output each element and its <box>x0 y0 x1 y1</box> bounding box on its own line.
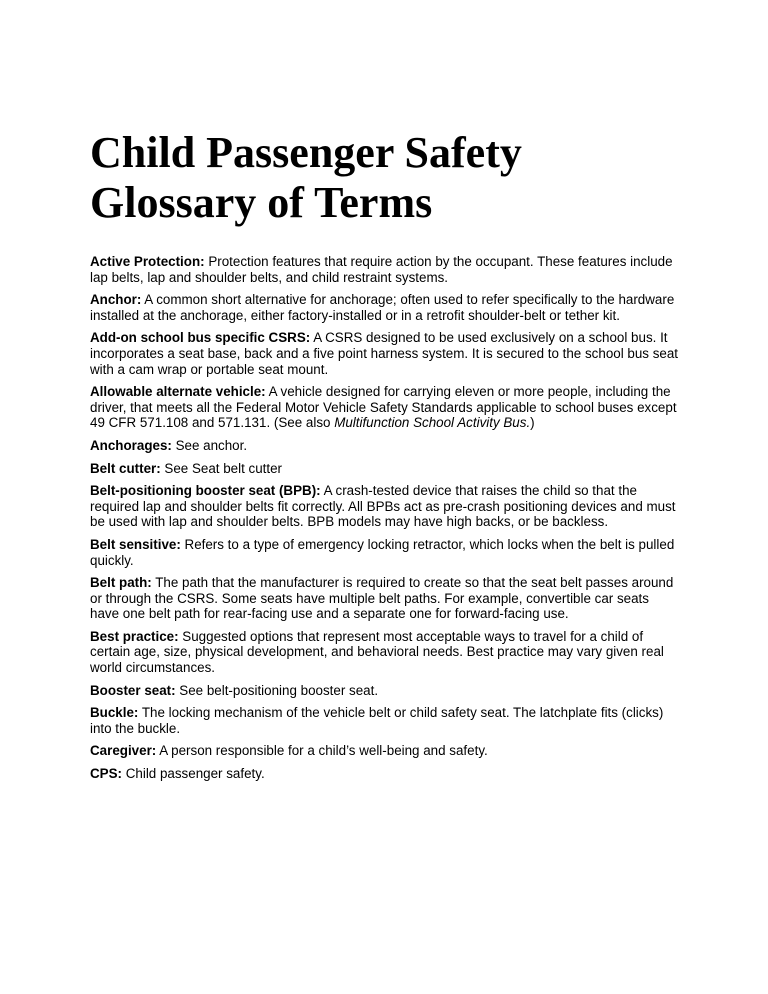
glossary-definition: See Seat belt cutter <box>160 460 283 476</box>
glossary-entry-belt-cutter <box>90 461 680 477</box>
glossary-term: CPS: <box>90 766 122 782</box>
glossary-list <box>90 254 680 782</box>
glossary-term: Booster seat: <box>90 682 176 698</box>
glossary-entry-add-on-school-bus-csrs <box>90 330 680 377</box>
glossary-definition: A person responsible for a child’s well-being and safety. <box>156 743 488 759</box>
glossary-entry-booster-seat <box>90 683 680 699</box>
glossary-definition: A common short alternative for anchorage; often used to refer specifically to the hardware installed at the anchorage, either factory-installed or in a retrofit shoulder-belt or tether kit. <box>90 292 675 323</box>
glossary-term: Belt cutter: <box>90 460 161 476</box>
title-line-2: Glossary of Terms <box>90 178 433 227</box>
glossary-definition: Child passenger safety. <box>122 766 265 782</box>
glossary-definition: Protection features that require action by the occupant. These features include lap belts, lap and shoulder belts, and child restraint systems. <box>90 254 673 285</box>
document-page <box>90 128 680 789</box>
glossary-definition: Refers to a type of emergency locking retractor, which locks when the belt is pulled quickly. <box>90 536 675 568</box>
glossary-entry-belt-sensitive <box>90 537 680 568</box>
glossary-entry-belt-path <box>90 575 680 622</box>
title-line-1: Child Passenger Safety <box>90 128 522 177</box>
page-title <box>90 128 680 228</box>
glossary-definition: See anchor. <box>171 437 248 453</box>
glossary-entry-allowable-alternate-vehicle <box>90 384 680 431</box>
glossary-entry-active-protection <box>90 254 680 285</box>
glossary-term: Anchor: <box>90 292 142 308</box>
glossary-entry-anchor <box>90 292 680 323</box>
glossary-definition: See belt-positioning booster seat. <box>175 682 379 698</box>
glossary-definition: A crash-tested device that raises the child so that the required lap and shoulder belts fit correctly. All BPBs act as pre-crash positioning devices and must be used with lap and shoulder belts. BPB models may have high backs, or be backless. <box>90 483 676 530</box>
glossary-term: Belt path: <box>90 575 152 591</box>
glossary-term: Belt-positioning booster seat (BPB): <box>90 483 321 499</box>
glossary-definition: A CSRS designed to be used exclusively on a school bus. It incorporates a seat base, back and a five point harness system. It is secured to the school bus seat with a cam wrap or portable seat mount. <box>90 330 679 377</box>
glossary-definition: Suggested options that represent most acceptable ways to travel for a child of certain age, size, physical development, and behavioral needs. Best practice may vary given real world circumstances. <box>90 628 664 676</box>
cross-reference: Multifunction School Activity Bus. <box>334 415 531 431</box>
glossary-term: Active Protection: <box>90 254 205 269</box>
glossary-entry-anchorages <box>90 438 680 454</box>
glossary-term: Anchorages: <box>90 437 172 453</box>
glossary-definition: The locking mechanism of the vehicle belt or child safety seat. The latchplate fits (clicks) into the buckle. <box>90 705 664 736</box>
definition-suffix: ) <box>530 415 535 431</box>
glossary-entry-belt-positioning-booster-seat <box>90 483 680 530</box>
glossary-entry-buckle <box>90 705 680 736</box>
glossary-definition: A vehicle designed for carrying eleven or more people, including the driver, that meets all the Federal Motor Vehicle Safety Standards applicable to school buses except 49 CFR 571.108 and 571.131. (See also <box>90 384 677 431</box>
glossary-term: Caregiver: <box>90 743 157 759</box>
glossary-entry-best-practice <box>90 629 680 676</box>
glossary-term: Best practice: <box>90 628 179 644</box>
glossary-entry-cps <box>90 766 680 782</box>
glossary-definition: The path that the manufacturer is required to create so that the seat belt passes around or through the CSRS. Some seats have multiple belt paths. For example, convertible car seats have one belt path for rear-facing use and a separate one for forward-facing use. <box>90 575 674 622</box>
glossary-term: Buckle: <box>90 705 139 721</box>
glossary-term: Belt sensitive: <box>90 536 181 552</box>
glossary-term: Add-on school bus specific CSRS: <box>90 330 311 346</box>
glossary-entry-caregiver <box>90 743 680 759</box>
glossary-term: Allowable alternate vehicle: <box>90 384 266 400</box>
